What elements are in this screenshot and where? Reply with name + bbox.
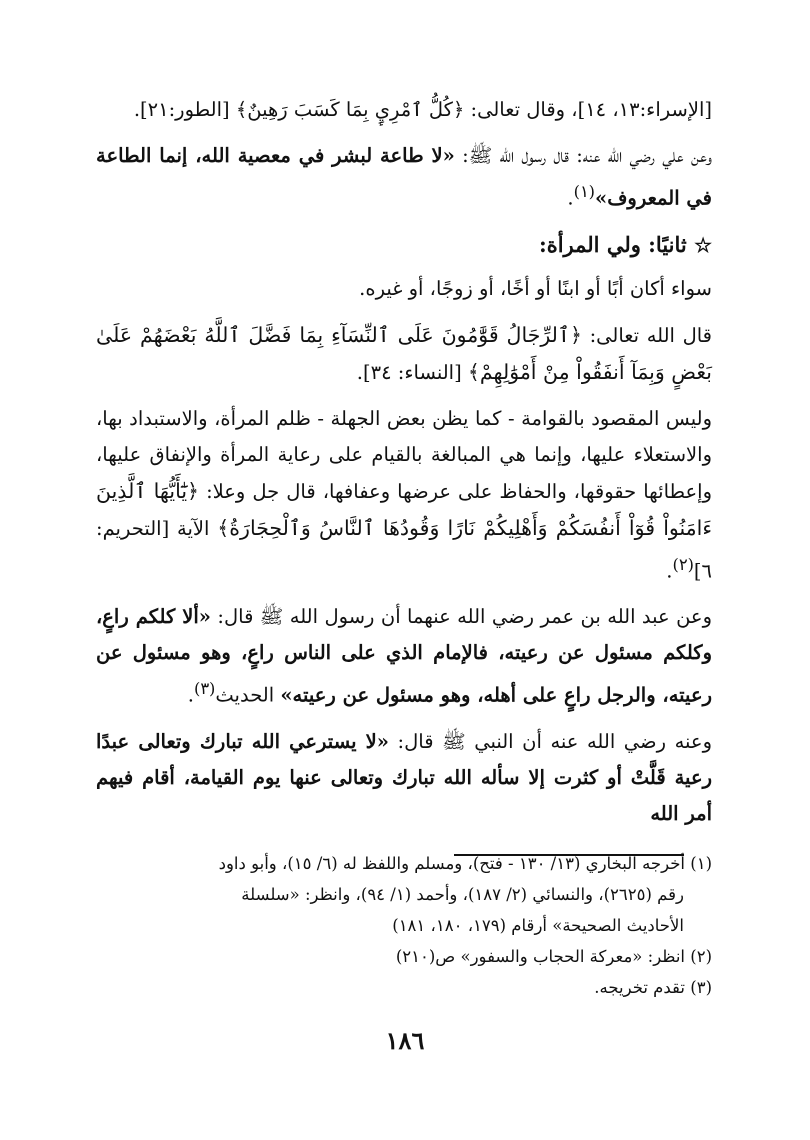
narration-intro: وعنه رضي الله عنه أن النبي ﷺ قال:	[388, 729, 712, 753]
quran-verse: ﴿يَٰٓأَيُّهَا ٱلَّذِينَ ءَامَنُواْ قُوٓاْ أَنفُسَكُمْ وَأَهْلِيكُمْ نَارًا وَقُودُهَا ٱلنَّاسُ وَٱلْحِجَارَةُ﴾	[96, 478, 712, 540]
verse-intro: قال جل وعلا:	[199, 479, 316, 503]
paragraph-qiwama-explanation	[96, 401, 712, 590]
footnote-1-line-1: (١) أخرجه البخاري (١٣/ ١٣٠ - فتح)، ومسلم واللفظ له (٦/ ١٥)، وأبو داود	[218, 854, 712, 873]
period: .	[567, 186, 574, 210]
footnote-3: (٣) تقدم تخريجه.	[594, 978, 712, 997]
verse-intro: قال الله تعالى:	[581, 323, 712, 347]
paragraph-hadith-ali	[96, 138, 712, 217]
paragraph-hadith-continued	[96, 724, 712, 832]
paragraph-hadith-ibn-umar	[96, 599, 712, 714]
footnote-1-line-3: الأحاديث الصحيحة» أرقام (١٧٩، ١٨٠، ١٨١)	[392, 916, 684, 935]
section-heading-text: ثانيًا: ولي المرأة:	[538, 231, 687, 257]
verse-text: [الإسراء:١٣، ١٤]، وقال تعالى: ﴿كُلُّ ٱمْرِيِٕ بِمَا كَسَبَ رَهِينٌ﴾ [الطور:٢١].	[133, 98, 712, 121]
star-icon: ☆	[694, 232, 712, 257]
hadith-tail: الحديث	[215, 683, 281, 707]
hadith-text: «لا طاعة لبشر في معصية الله، إنما الطاعة في المعروف»	[96, 144, 712, 210]
paragraph-guardian-types	[96, 271, 712, 307]
page-number: ١٨٦	[385, 1026, 425, 1055]
hadith-text: «ألا كلكم راعٍ، وكلكم مسئول عن رعيته، فالإمام الذي على الناس راعٍ، وهو مسئول عن رعيته، والرجل راعٍ على أهله، وهو مسئول عن رعيته»	[96, 605, 712, 707]
footnote-1-line-2: رقم (٢٦٢٥)، والنسائي (٢/ ١٨٧)، وأحمد (١/ ٩٤)، وانظر: «سلسلة	[241, 885, 684, 904]
section-heading	[96, 227, 712, 263]
verse-reference: الآية [التحريم: ٦]	[96, 516, 712, 582]
explanation-text: وليس المقصود بالقوامة - كما يظن بعض الجهلة - ظلم المرأة، والاستبداد بها، والاستعلاء عليها، وإنما هي المبالغة بالقيام على رعاية المرأة والإنفاق عليها، وإعطائها حقوقها، والحفاظ على عرضها وعفافها،	[96, 406, 712, 503]
footnote-2: (٢) انظر: «معركة الحجاب والسفور» ص(٢١٠)	[395, 947, 712, 966]
quran-verse: ﴿ٱلرِّجَالُ قَوَّٰمُونَ عَلَى ٱلنِّسَآءِ بِمَا فَضَّلَ ٱللَّهُ بَعْضَهُمْ عَلَىٰ بَعْضٍ وَبِمَآ أَنفَقُواْ مِنْ أَمْوَٰلِهِمْ﴾	[96, 322, 712, 384]
paragraph-qiwama-verse	[96, 317, 712, 391]
hadith-text: «لا يسترعي الله تبارك وتعالى عبدًا رعية قَلَّتْ أو كثرت إلا سأله الله تبارك وتعالى عنها يوم القيامة، أقام فيهم أمر الله	[96, 729, 712, 825]
narration-intro: وعن علي رضي الله عنه: قال رسول الله ﷺ:	[454, 144, 712, 167]
footnotes	[96, 848, 712, 1003]
period: .	[187, 683, 194, 707]
footnote-marker-3[interactable]: (٣)	[193, 679, 216, 698]
verse-reference: [النساء: ٣٤].	[356, 360, 468, 384]
guardian-types-text: سواء أكان أبًا أو ابنًا أو أخًا، أو زوجًا، أو غيره.	[359, 276, 712, 300]
footnote-marker-1[interactable]: (١)	[573, 182, 596, 201]
period: .	[666, 559, 673, 582]
footnote-marker-2[interactable]: (٢)	[672, 554, 694, 574]
paragraph-verse-ref	[96, 92, 712, 128]
narration-intro: وعن عبد الله بن عمر رضي الله عنهما أن رسول الله ﷺ قال:	[210, 605, 712, 628]
